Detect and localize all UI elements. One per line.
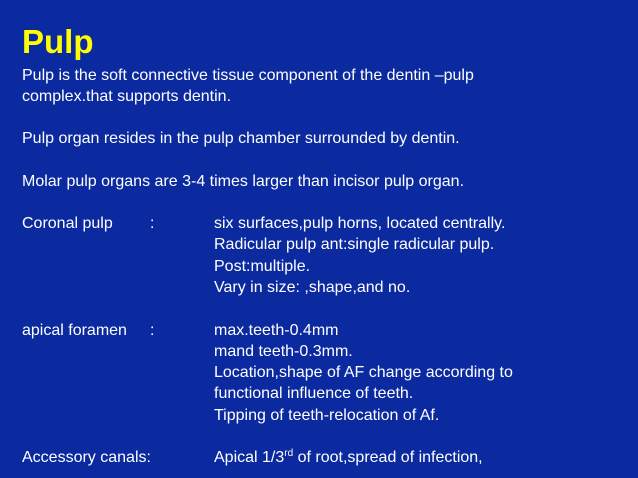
coronal-line-4: Vary in size: ,shape,and no. — [214, 279, 411, 296]
apical-line-5: Tipping of teeth-relocation of Af. — [214, 407, 440, 424]
apical-line-3: Location,shape of AF change according to — [214, 364, 513, 381]
apical-foramen-colon: : — [150, 322, 155, 339]
coronal-line-1: six surfaces,pulp horns, located centrally. — [214, 215, 506, 232]
paragraph-pulp-chamber: Pulp organ resides in the pulp chamber surrounded by dentin. — [22, 130, 460, 147]
coronal-pulp-colon: : — [150, 215, 155, 232]
apical-line-1: max.teeth-0.4mm — [214, 322, 339, 339]
slide-title: Pulp — [22, 23, 94, 60]
coronal-line-2: Radicular pulp ant:single radicular pulp. — [214, 236, 495, 253]
coronal-pulp-label: Coronal pulp — [22, 215, 113, 232]
apical-line-4: functional influence of teeth. — [214, 385, 414, 402]
intro-line-1: Pulp is the soft connective tissue component of the dentin –pulp — [22, 67, 474, 84]
accessory-canals-label: Accessory canals: — [22, 449, 151, 466]
coronal-line-3: Post:multiple. — [214, 258, 311, 275]
apical-foramen-label: apical foramen — [22, 322, 127, 339]
accessory-text-after: of root,spread of infection, — [293, 449, 483, 466]
accessory-superscript: rd — [284, 448, 294, 459]
paragraph-molar-pulp: Molar pulp organs are 3-4 times larger than incisor pulp organ. — [22, 173, 465, 190]
intro-line-2: complex.that supports dentin. — [22, 88, 232, 105]
accessory-canals-text — [214, 447, 483, 468]
apical-line-2: mand teeth-0.3mm. — [214, 343, 353, 360]
accessory-text-before: Apical 1/3 — [214, 449, 285, 466]
